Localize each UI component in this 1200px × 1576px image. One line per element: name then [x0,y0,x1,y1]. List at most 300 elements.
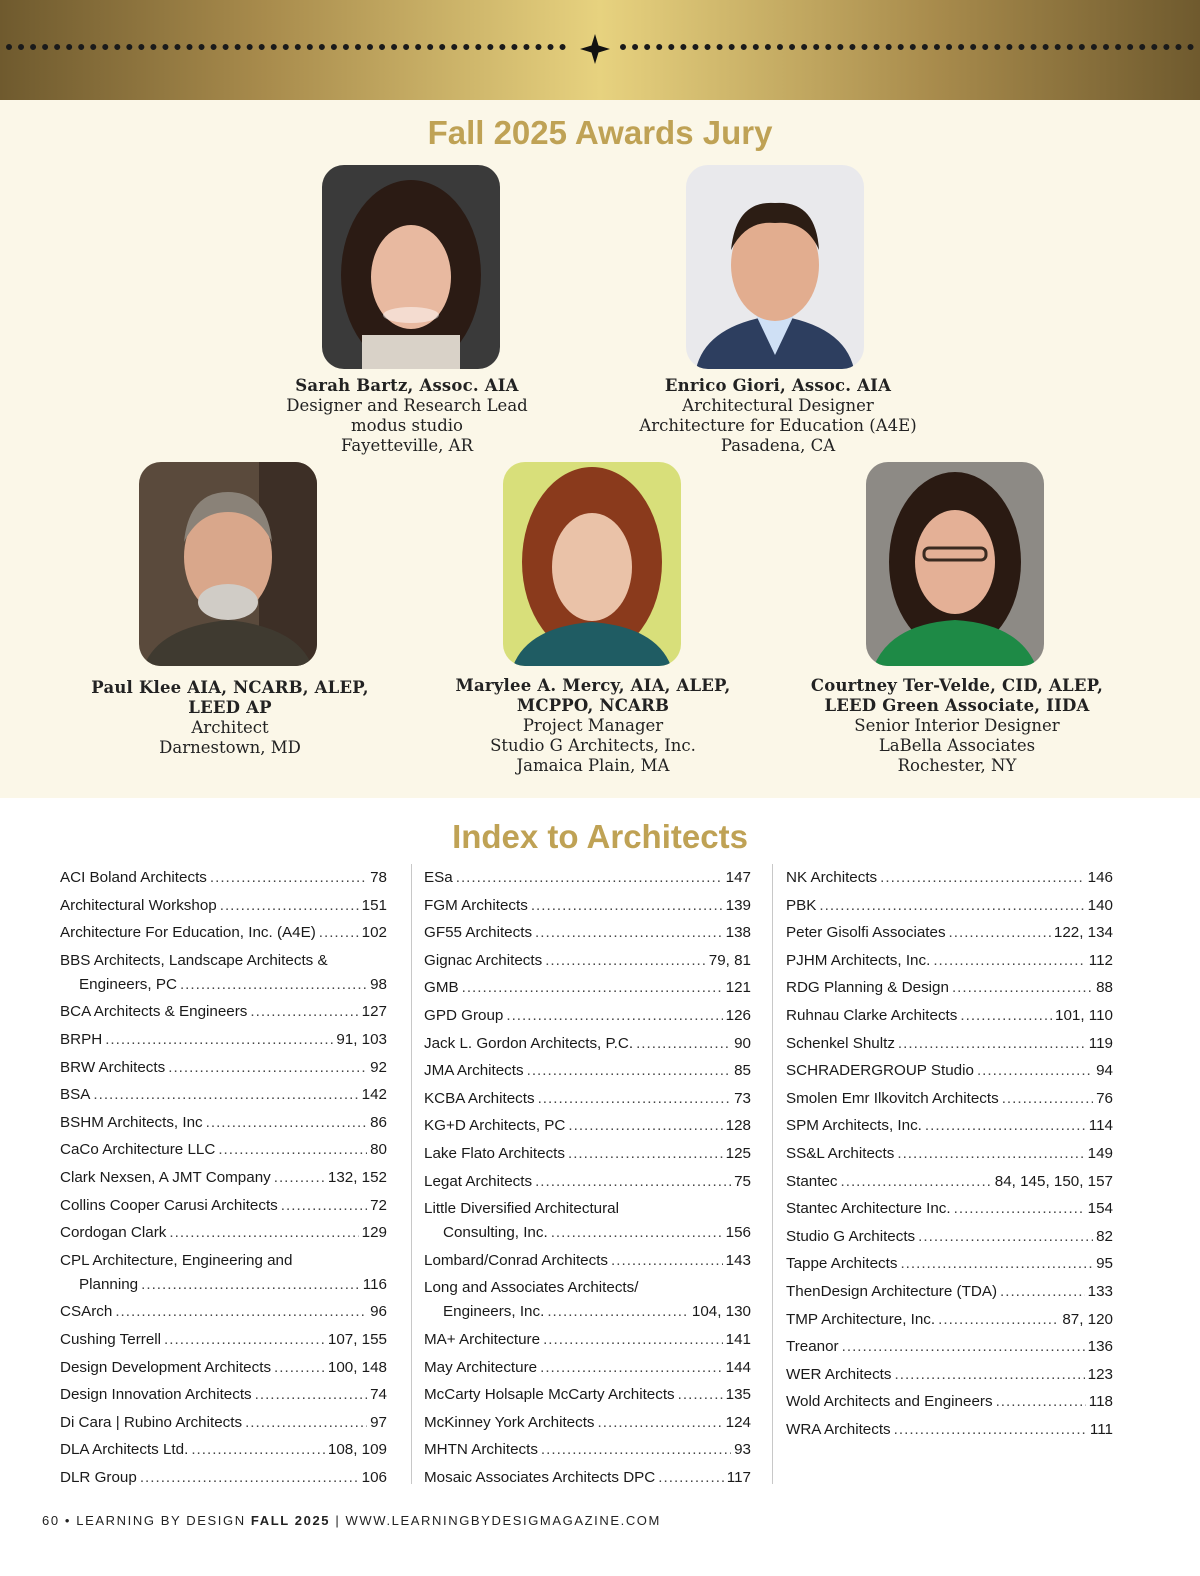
juror-courtney-ter-velde [780,676,1134,776]
index-entry [60,1356,387,1384]
index-entry-pages: 151 [361,896,387,914]
index-entry [424,1032,751,1060]
column-divider [772,864,773,1484]
index-entry [786,1363,1113,1391]
index-entry [60,1056,387,1084]
index-entry-name: GMB [424,979,459,997]
index-entry [60,1083,387,1111]
index-entry [60,921,387,949]
jury-title: Fall 2025 Awards Jury [427,114,773,151]
index-entry [60,1383,387,1411]
index-entry-name: Peter Gisolfi Associates [786,924,946,942]
index-entry-name: Stantec [786,1172,838,1190]
juror-role: Project Manager [522,716,664,735]
dot-leader [819,894,1084,918]
juror-firm: Studio G Architects, Inc. [490,736,696,755]
index-entry-pages: 114 [1088,1117,1113,1135]
header-banner [0,0,1200,100]
index-entry [60,1411,387,1439]
juror-role: Architect [191,718,269,737]
four-point-star-icon [580,34,610,64]
dot-leader [954,1197,1085,1221]
index-entry-name: Cordogan Clark [60,1224,167,1242]
dot-leader [527,1059,732,1083]
index-entry [786,976,1113,1004]
index-entry-name-line1: BBS Architects, Landscape Architects & [60,951,328,969]
juror-photo-sarah-bartz [322,165,500,369]
index-entry-pages: 141 [725,1330,751,1348]
juror-sarah-bartz [257,376,557,456]
index-entry-name: MHTN Architects [424,1441,538,1459]
index-entry [424,1170,751,1198]
juror-firm: LaBella Associates [878,736,1036,755]
index-entry [786,1170,1113,1198]
index-entry-name: BCA Architects & Engineers [60,1003,248,1021]
index-entry-pages: 117 [726,1468,751,1486]
index-entry-pages: 140 [1087,896,1113,914]
index-title: Index to Architects [452,818,748,855]
juror-name: Marylee A. Mercy, AIA, ALEP, MCPPO, NCARB [455,676,731,715]
juror-photo-paul-klee [139,462,317,666]
index-entry-pages: 90 [734,1034,751,1052]
index-entry [60,1249,387,1301]
index-entry-name: Collins Cooper Carusi Architects [60,1196,278,1214]
dot-leader [210,866,367,890]
juror-enrico-giori [628,376,928,456]
dot-leader [274,1356,325,1380]
index-entry-pages: 72 [370,1196,387,1214]
index-entry-name: Studio G Architects [786,1227,916,1245]
dot-leader [245,1411,367,1435]
index-entry-name: DLR Group [60,1468,137,1486]
index-entry-pages: 88 [1096,979,1113,997]
index-entry-name-line1: CPL Architecture, Engineering and [60,1251,293,1269]
dot-leader [977,1059,1093,1083]
index-entry-name: Wold Architects and Engineers [786,1393,993,1411]
index-entry [424,1087,751,1115]
index-entry [60,894,387,922]
index-entry-name: ESa [424,869,453,886]
dot-leader [900,1252,1093,1276]
dot-leader [611,1249,723,1273]
index-entry-name: Tappe Architects [786,1255,898,1273]
juror-location: Darnestown, MD [159,738,301,757]
dotted-rule-left [6,44,566,56]
index-entry-pages: 84, 145, 150, 157 [994,1172,1113,1190]
footer-separator: | [335,1513,341,1528]
index-entry [786,1087,1113,1115]
index-entry-name: CSArch [60,1303,113,1321]
index-entry-name: GF55 Architects [424,924,533,942]
index-entry [60,1194,387,1222]
index-entry-name: McCarty Holsaple McCarty Architects [424,1386,675,1404]
dot-leader [842,1335,1085,1359]
dot-leader [206,1111,367,1135]
jury-section [0,100,1200,798]
index-entry-pages: 75 [734,1172,751,1190]
index-entry-pages: 133 [1087,1282,1113,1300]
index-entry-pages: 142 [361,1086,387,1104]
index-entry-name: Ruhnau Clarke Architects [786,1006,958,1024]
index-entry-pages: 102 [361,924,387,942]
dot-leader [319,921,359,945]
index-entry-name: Gignac Architects [424,951,543,969]
dot-leader [540,1356,723,1380]
index-entry [424,866,751,894]
index-entry [60,1328,387,1356]
index-entry-pages: 125 [725,1144,751,1162]
index-entry [424,1197,751,1249]
index-entry-name: JMA Architects [424,1062,524,1080]
index-entry [424,1276,751,1328]
index-entry-name: BRPH [60,1030,103,1048]
index-entry-name: KG+D Architects, PC [424,1117,566,1135]
juror-location: Fayetteville, AR [340,436,474,455]
index-entry-name-line1: Little Diversified Architectural [424,1200,619,1218]
index-entry-name: SCHRADERGROUP Studio [786,1062,974,1080]
dot-leader [1002,1087,1093,1111]
index-entry-name: Design Innovation Architects [60,1386,252,1404]
juror-location: Pasadena, CA [720,436,836,455]
index-entry-name: WER Architects [786,1365,892,1383]
index-entry-name: FGM Architects [424,896,528,914]
index-entry-pages: 119 [1088,1034,1113,1052]
index-entry [424,894,751,922]
index-column-1 [60,866,387,1493]
index-entry-name: SPM Architects, Inc. [786,1117,922,1135]
juror-paul-klee [80,678,380,758]
index-entry [60,1166,387,1194]
index-entry-name: Treanor [786,1338,839,1356]
index-entry [786,1004,1113,1032]
footer-bullet: • [64,1513,72,1528]
juror-role: Architectural Designer [682,396,874,415]
juror-photo-enrico-giori [686,165,864,369]
dot-leader [218,1138,367,1162]
index-entry-pages: 118 [1088,1393,1113,1411]
index-entry-pages: 156 [725,1224,751,1242]
index-entry-name: Cushing Terrell [60,1330,162,1348]
index-entry-pages: 74 [370,1386,387,1404]
index-entry-pages: 98 [370,975,387,993]
index-entry-name: BRW Architects [60,1058,166,1076]
index-entry [786,949,1113,977]
index-entry [786,1225,1113,1253]
dot-leader [938,1308,1059,1332]
magazine-name: LEARNING BY DESIGN [76,1513,246,1528]
dot-leader [568,1114,722,1138]
dot-leader [551,1221,723,1245]
dot-leader [281,1194,367,1218]
index-entry-name: ACI Boland Architects [60,869,207,886]
index-entry [786,1252,1113,1280]
index-entry [786,1390,1113,1418]
index-entry-name: McKinney York Architects [424,1413,595,1431]
index-entry-pages: 122, 134 [1053,924,1113,942]
dot-leader [568,1142,723,1166]
dot-leader [541,1438,731,1462]
index-entry [424,1059,751,1087]
dot-leader [898,1032,1086,1056]
index-entry-name: May Architecture [424,1358,538,1376]
index-entry-name: PJHM Architects, Inc. [786,951,931,969]
juror-location: Rochester, NY [897,756,1017,775]
index-entry-pages: 139 [725,896,751,914]
dot-leader [996,1390,1086,1414]
index-entry-name: Di Cara | Rubino Architects [60,1413,243,1431]
index-entry-name: Architecture For Education, Inc. (A4E) [60,924,316,942]
dot-leader [535,921,723,945]
dot-leader [168,1056,367,1080]
index-entry [786,1280,1113,1308]
index-entry [424,1328,751,1356]
website-url: WWW.LEARNINGBYDESIGMAGAZINE.COM [345,1513,661,1528]
index-entry-name: CaCo Architecture LLC [60,1141,216,1159]
index-entry [60,1300,387,1328]
index-entry-pages: 112 [1088,951,1113,969]
index-entry-name: BSA [60,1086,91,1104]
juror-name: Courtney Ter-Velde, CID, ALEP, LEED Green Associate, IIDA [810,676,1104,715]
index-entry-name: Clark Nexsen, A JMT Company [60,1168,271,1186]
dotted-rule-right [620,44,1194,56]
index-entry-pages: 101, 110 [1055,1006,1113,1024]
dot-leader [543,1328,723,1352]
index-entry-pages: 80 [370,1141,387,1159]
index-entry [786,1142,1113,1170]
index-entry-pages: 79, 81 [708,951,751,969]
index-entry [424,1004,751,1032]
dot-leader [598,1411,723,1435]
index-entry [424,1142,751,1170]
juror-role: Designer and Research Lead [286,396,528,415]
index-entry-pages: 82 [1096,1227,1113,1245]
dot-leader [140,1466,359,1490]
dot-leader [841,1170,992,1194]
page-number: 60 [42,1513,60,1528]
index-entry-name-line1: Long and Associates Architects/ [424,1279,639,1297]
index-entry [60,1138,387,1166]
index-entry-pages: 149 [1087,1144,1113,1162]
index-entry-name: GPD Group [424,1006,504,1024]
index-entry-pages: 144 [725,1358,751,1376]
index-entry-pages: 129 [361,1224,387,1242]
index-entry [786,921,1113,949]
index-entry-pages: 108, 109 [327,1441,387,1459]
juror-role: Senior Interior Designer [854,716,1060,735]
index-entry-name: Engineers, PC [79,975,177,993]
dot-leader [506,1004,722,1028]
dot-leader [255,1383,367,1407]
index-entry [60,1000,387,1028]
index-entry-pages: 116 [362,1275,387,1293]
index-entry-name: Consulting, Inc. [443,1224,548,1242]
index-entry [424,1249,751,1277]
index-entry-name: RDG Planning & Design [786,979,949,997]
juror-name: Sarah Bartz, Assoc. AIA [295,376,519,395]
index-entry [424,921,751,949]
index-entry-name: BSHM Architects, Inc [60,1113,203,1131]
dot-leader [1000,1280,1085,1304]
dot-leader [462,976,723,1000]
index-entry-pages: 106 [361,1468,387,1486]
issue-label: FALL 2025 [250,1513,331,1528]
index-entry-pages: 146 [1087,869,1113,886]
index-entry-pages: 138 [725,924,751,942]
index-entry-pages: 87, 120 [1062,1310,1113,1328]
index-entry [786,1032,1113,1060]
dot-leader [545,949,706,973]
index-entry [60,1111,387,1139]
index-entry-name: TMP Architecture, Inc. [786,1310,936,1328]
dot-leader [636,1032,731,1056]
dot-leader [678,1383,723,1407]
index-entry [786,1418,1113,1446]
index-entry-name: Lombard/Conrad Architects [424,1251,609,1269]
index-entry [424,1383,751,1411]
index-entry [786,1197,1113,1225]
index-entry [786,894,1113,922]
index-entry-name: Jack L. Gordon Architects, P.C. [424,1034,634,1052]
dot-leader [547,1300,689,1324]
index-entry-pages: 104, 130 [691,1303,751,1321]
dot-leader [274,1166,325,1190]
index-entry [424,1438,751,1466]
index-entry-pages: 143 [725,1251,751,1269]
index-entry-pages: 121 [725,979,751,997]
dot-leader [250,1000,358,1024]
index-entry [786,866,1113,894]
dot-leader [531,894,723,918]
index-entry-pages: 93 [734,1441,751,1459]
index-entry-pages: 123 [1087,1365,1113,1383]
index-entry [786,1308,1113,1336]
index-entry [786,1114,1113,1142]
index-entry [60,1438,387,1466]
index-entry [424,1466,751,1494]
index-entry-name: Lake Flato Architects [424,1144,565,1162]
dot-leader [115,1300,367,1324]
dot-leader [960,1004,1052,1028]
index-entry [424,1114,751,1142]
index-entry-pages: 127 [361,1003,387,1021]
index-entry-name: PBK [786,896,817,914]
dot-leader [535,1170,731,1194]
dot-leader [191,1438,325,1462]
juror-photo-courtney-ter-velde [866,462,1044,666]
index-entry-pages: 96 [370,1303,387,1321]
index-entry-name: DLA Architects Ltd. [60,1441,189,1459]
index-column-3 [786,866,1113,1445]
dot-leader [925,1114,1086,1138]
index-entry-pages: 86 [370,1113,387,1131]
index-entry [60,1028,387,1056]
dot-leader [894,1418,1087,1442]
index-entry-pages: 147 [725,869,751,886]
index-entry-pages: 73 [734,1089,751,1107]
index-entry-name: WRA Architects [786,1420,891,1438]
index-entry [60,866,387,894]
index-entry-pages: 128 [725,1117,751,1135]
dot-leader [93,1083,358,1107]
index-entry-pages: 100, 148 [327,1358,387,1376]
index-entry-pages: 85 [734,1062,751,1080]
index-entry-name: ThenDesign Architecture (TDA) [786,1282,998,1300]
index-entry-pages: 107, 155 [327,1330,387,1348]
dot-leader [949,921,1051,945]
column-divider [411,864,412,1484]
index-entry-pages: 111 [1089,1420,1113,1438]
index-entry-pages: 154 [1087,1200,1113,1218]
dot-leader [918,1225,1093,1249]
dot-leader [180,973,367,997]
dot-leader [220,894,359,918]
juror-name: Paul Klee AIA, NCARB, ALEP, LEED AP [91,678,369,717]
index-entry [424,976,751,1004]
index-entry-name: SS&L Architects [786,1144,895,1162]
juror-firm: Architecture for Education (A4E) [639,416,917,435]
index-entry-name: Legat Architects [424,1172,533,1190]
dot-leader [105,1028,333,1052]
index-entry-pages: 126 [725,1006,751,1024]
index-entry [60,949,387,1001]
index-entry [424,1411,751,1439]
index-entry-pages: 97 [370,1413,387,1431]
index-entry-pages: 132, 152 [327,1168,387,1186]
dot-leader [895,1363,1085,1387]
juror-firm: modus studio [351,416,463,435]
index-entry-pages: 78 [370,869,387,886]
index-entry [60,1466,387,1494]
index-entry-name: Schenkel Shultz [786,1034,895,1052]
dot-leader [880,866,1085,890]
juror-location: Jamaica Plain, MA [516,756,670,775]
index-entry-pages: 136 [1087,1338,1113,1356]
index-entry-pages: 76 [1096,1089,1113,1107]
page-footer [42,1513,661,1528]
index-entry-name: Architectural Workshop [60,896,217,914]
dot-leader [456,866,723,890]
dot-leader [141,1273,360,1297]
juror-photo-marylee-mercy [503,462,681,666]
index-entry [424,949,751,977]
index-entry [424,1356,751,1384]
index-entry [786,1059,1113,1087]
index-entry-pages: 92 [370,1058,387,1076]
index-column-2 [424,866,751,1493]
index-entry [60,1221,387,1249]
index-entry-name: Planning [79,1275,139,1293]
index-entry-name: KCBA Architects [424,1089,535,1107]
index-entry-pages: 135 [725,1386,751,1404]
dot-leader [164,1328,325,1352]
index-entry-pages: 124 [725,1413,751,1431]
index-entry-name: NK Architects [786,869,878,886]
index-entry [786,1335,1113,1363]
dot-leader [538,1087,732,1111]
juror-name: Enrico Giori, Assoc. AIA [664,376,892,395]
index-entry-name: Design Development Architects [60,1358,272,1376]
index-entry-name: Stantec Architecture Inc. [786,1200,951,1218]
index-entry-pages: 94 [1096,1062,1113,1080]
index-entry-name: Engineers, Inc. [443,1303,545,1321]
index-entry-pages: 91, 103 [336,1030,387,1048]
juror-marylee-mercy [443,676,743,776]
dot-leader [952,976,1093,1000]
dot-leader [933,949,1085,973]
index-entry-name: MA+ Architecture [424,1330,541,1348]
dot-leader [658,1466,724,1490]
index-entry-name: Mosaic Associates Architects DPC [424,1468,656,1486]
